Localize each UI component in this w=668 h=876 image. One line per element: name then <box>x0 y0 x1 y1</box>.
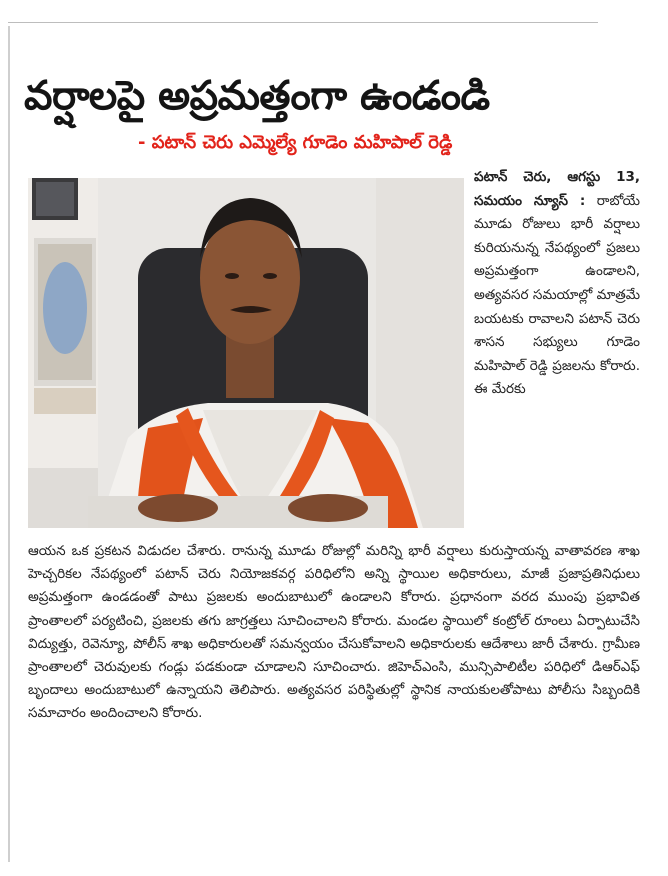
article-body-paragraph: ఆయన ఒక ప్రకటన విడుదల చేశారు. రానున్న మూడు రోజుల్లో మరిన్ని భారీ వర్షాలు కురుస్తాయన్న వాతావరణ శాఖ హెచ్చరికల నేపథ్యంలో పటాన్ చెరు నియోజకవర్గ పరిధిలోని అన్ని స్థాయిల అధికారులు, మాజీ ప్రజాప్రతినిధులు అప్రమత్తంగా ఉండడంతో పాటు ప్రజలకు అందుబాటులో ఉండాలని కోరారు. ప్రధానంగా వరద ముంపు ప్రభావిత ప్రాంతాలలో పర్యటించి, ప్రజలకు తగు జాగ్రత్తలు సూచించాలని కోరారు. మండల స్థాయిలో కంట్రోల్ రూంలు ఏర్పాటుచేసి విద్యుత్తు, రెవెన్యూ, పోలీస్ శాఖ అధికారులతో సమన్వయం చేసుకోవాలని అధికారులకు ఆదేశాలు జారీ చేశారు. గ్రామీణ ప్రాంతాలలో చెరువులకు గండ్లు పడకుండా చూడాలని సూచించారు. జిహెచ్ఎంసి, మున్సిపాలిటీల పరిధిలో డిఆర్ఎఫ్ బృందాలు అందుబాటులో ఉన్నాయని తెలిపారు. అత్యవసర పరిస్థితుల్లో స్థానిక నాయకులతోపాటు పోలీసు సిబ్బందికి సమాచారం అందించాలని కోరారు. <box>28 543 640 722</box>
top-divider <box>8 22 598 23</box>
article-dateline: పటాన్ చెరు, ఆగస్టు 13, సమయం న్యూస్ : <box>474 169 640 209</box>
article-byline: - పటాన్ చెరు ఎమ్మెల్యే గూడెం మహిపాల్ రెడ్డి <box>138 132 453 153</box>
article-photo <box>28 178 464 528</box>
left-column-rule <box>8 26 10 862</box>
lead-column <box>474 166 640 402</box>
article-body <box>28 540 640 726</box>
article-headline: వర్షాలపై అప్రమత్తంగా ఉండండి <box>24 72 490 119</box>
article-lead: రాబోయే మూడు రోజులు భారీ వర్షాలు కురియనున్న నేపథ్యంలో ప్రజలు అప్రమత్తంగా ఉండాలని, అత్యవసర సమయాల్లో మాత్రమే బయటకు రావాలని పటాన్ చెరు శాసన సభ్యులు గూడెం మహిపాల్ రెడ్డి ప్రజలను కోరారు. ఈ మేరకు <box>474 192 640 398</box>
person-photo-icon <box>28 178 464 528</box>
